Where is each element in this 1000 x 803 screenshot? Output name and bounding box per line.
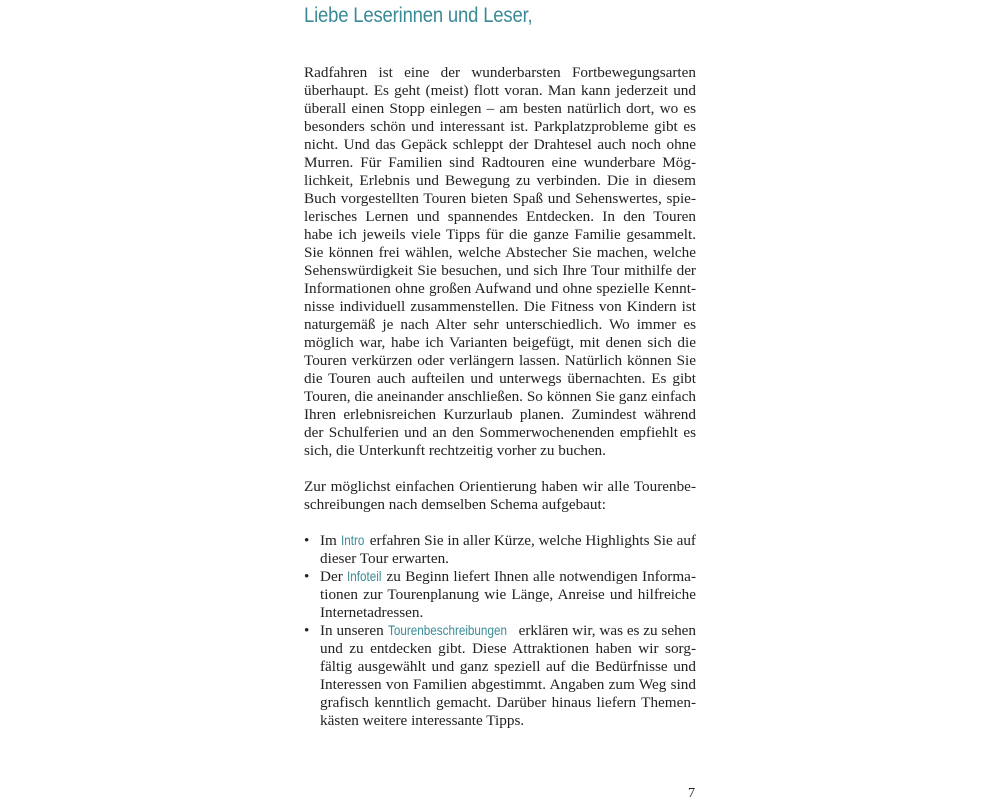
list-item-intro <box>304 532 696 568</box>
list-item-text-before: Der <box>320 568 348 585</box>
page-title: Liebe Leserinnen und Leser, <box>304 4 533 27</box>
text-column <box>304 0 696 730</box>
keyword-infoteil: Infoteil <box>347 569 382 584</box>
list-item-text-after: erklären wir, was es zu sehen und zu entdecken gibt. Diese Attraktionen haben wir sorgfältig ausgewählt und ganz speziell auf die Bedürfnisse und Interessen von Familien abgestimmt. Angaben zum Weg sind grafisch kenntlich gemacht. Darüber hinaus liefern Themenkästen weitere interessante Tipps. <box>320 622 696 729</box>
list-item-text-before: In unseren <box>320 622 388 639</box>
bullet-icon: • <box>304 568 310 585</box>
schema-list <box>304 532 696 730</box>
list-item-infoteil <box>304 568 696 622</box>
list-item-text-before: Im <box>320 532 341 549</box>
bullet-icon: • <box>304 622 310 639</box>
page-number: 7 <box>688 786 695 801</box>
bullet-icon: • <box>304 532 310 549</box>
keyword-intro: Intro <box>340 533 365 548</box>
orientation-paragraph: Zur möglichst einfachen Orientierung haben wir alle Tourenbeschreibungen nach demselben Schema aufgebaut: <box>304 478 696 513</box>
list-item-tourenbeschreibungen <box>304 622 696 730</box>
list-item-text-after: zu Beginn liefert Ihnen alle notwendigen Informationen zur Tourenplanung wie Länge, Anreise und hilfreiche Internetadressen. <box>320 568 696 621</box>
keyword-tourenbeschreibungen: Tourenbeschreibungen <box>387 623 507 638</box>
list-item-text-after: erfahren Sie in aller Kürze, welche Highlights Sie auf dieser Tour erwarten. <box>320 532 696 567</box>
intro-paragraph: Radfahren ist eine der wunderbarsten Fortbewegungsarten überhaupt. Es geht (meist) flott voran. Man kann jederzeit und überall einen Stopp einlegen – am besten natürlich dort, wo es besonders schön und interessant ist. Parkplatzprobleme gibt es nicht. Und das Gepäck schleppt der Drahtesel auch noch ohne Murren. Für Familien sind Radtouren eine wunderbare Möglichkeit, Erlebnis und Bewegung zu verbinden. Die in diesem Buch vorgestellten Touren bieten Spaß und Sehenswertes, spielerisches Lernen und spannendes Entdecken. In den Touren habe ich jeweils viele Tipps für die ganze Familie gesammelt. Sie können frei wählen, welche Abstecher Sie machen, welche Sehenswürdigkeit Sie besuchen, und sich Ihre Tour mithilfe der Informationen ohne großen Aufwand und ohne spezielle Kenntnisse individuell zusammenstellen. Die Fitness von Kindern ist naturgemäß je nach Alter sehr unterschiedlich. Wo immer es möglich war, habe ich Varianten beigefügt, mit denen sich die Touren verkürzen oder verlängern lassen. Natürlich können Sie die Touren auch aufteilen und unterwegs übernachten. Es gibt Touren, die aneinander anschließen. So können Sie ganz einfach Ihren erlebnisreichen Kurzurlaub planen. Zumindest während der Schulferien und an den Sommerwochenenden empfiehlt es sich, die Unterkunft rechtzeitig vorher zu buchen. <box>304 64 696 459</box>
